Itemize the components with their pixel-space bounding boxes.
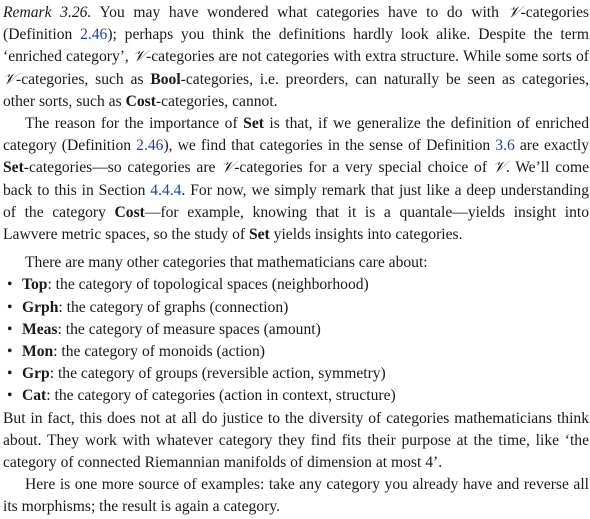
cost-category-name: Cost <box>125 92 156 110</box>
cost-category-name: Cost <box>114 203 145 221</box>
reason-text: . For now, we simply remark that just like a deep understanding of the category <box>3 181 589 221</box>
reason-text: . We’ll come back to this in Section <box>3 159 589 199</box>
list-item <box>7 363 589 385</box>
category-description: : the category of measure spaces (amount) <box>57 320 321 338</box>
category-list <box>3 274 589 407</box>
category-name: Meas <box>22 320 58 338</box>
bullet-icon: • <box>7 343 13 361</box>
reason-text: are exactly <box>514 137 590 155</box>
bullet-icon: • <box>7 387 13 405</box>
reason-text: ), we find that categories in the sense of Definition <box>163 137 496 155</box>
list-item <box>7 274 589 296</box>
category-description: : the category of topological spaces (neighborhood) <box>47 276 369 294</box>
bullet-icon: • <box>7 276 13 294</box>
remark-text: -categories, cannot. <box>155 92 278 110</box>
category-description: : the category of groups (reversible action, symmetry) <box>49 365 386 383</box>
remark-text: -categories are not categories with extra structure. While some sorts of <box>146 48 589 66</box>
list-item <box>7 341 589 363</box>
reason-text: —for example, knowing that it is a quantale—yields insight into Lawvere metric spaces, so the study of <box>3 203 590 244</box>
justice-paragraph: But in fact, this does not at all do justice to the diversity of categories mathematicians think about. They work with whatever category they find fits their purpose at the time, like ‘the category of connected Riemannian manifolds of dimension at most 4’. <box>3 409 589 472</box>
reason-text: The reason for the importance of <box>25 115 244 133</box>
remark-label: Remark 3.26. <box>3 4 92 21</box>
definition-link[interactable]: 3.6 <box>495 137 515 155</box>
category-description: : the category of graphs (connection) <box>58 298 289 316</box>
v-symbol: 𝒱 <box>133 48 147 66</box>
remark-text: -categories, i.e. preorders, can naturally be seen as categories, other sorts, such as <box>3 70 589 110</box>
bullet-icon: • <box>7 298 13 316</box>
bullet-icon: • <box>7 320 13 338</box>
category-name: Mon <box>22 343 54 361</box>
reason-text: -categories for a very special choice of <box>234 159 493 177</box>
bullet-icon: • <box>7 365 13 383</box>
remark-text: ); perhaps you think the definitions hardly look alike. Despite the term ‘enriched category’, <box>3 26 590 66</box>
v-symbol: 𝒱 <box>221 159 235 177</box>
category-name: Grp <box>22 365 50 383</box>
reason-text: yields insights into categories. <box>269 226 463 244</box>
bool-category-name: Bool <box>150 70 181 88</box>
reason-paragraph <box>3 113 589 246</box>
others-intro: There are many other categories that mathematicians care about: <box>25 254 428 272</box>
set-category-name: Set <box>3 159 24 177</box>
definition-link[interactable]: 2.46 <box>80 26 108 44</box>
reason-text: is that, if we generalize the definition of enriched category (Definition <box>3 115 589 155</box>
v-symbol: 𝒱 <box>3 70 16 88</box>
remark-paragraph <box>3 2 589 113</box>
list-item <box>7 297 589 319</box>
page-body <box>3 2 589 519</box>
category-name: Cat <box>22 387 47 405</box>
v-symbol: 𝒱 <box>507 4 521 21</box>
reason-text: -categories—so categories are <box>23 159 222 177</box>
remark-text: -categories, such as <box>16 70 151 88</box>
opposite-paragraph: Here is one more source of examples: take any category you already have and reverse all its morphisms; the result is again a category. <box>3 476 589 516</box>
v-symbol: 𝒱 <box>492 159 506 177</box>
category-name: Top <box>22 276 48 294</box>
set-category-name: Set <box>243 115 264 133</box>
set-category-name: Set <box>248 226 270 244</box>
section-link[interactable]: 4.4.4 <box>150 181 182 199</box>
category-description: : the category of monoids (action) <box>53 343 265 361</box>
remark-text: You may have wondered what categories have to do with <box>91 4 508 21</box>
list-item <box>7 385 589 407</box>
remark-text: -categories (Definition <box>3 4 589 44</box>
category-description: : the category of categories (action in context, structure) <box>46 387 396 405</box>
category-name: Grph <box>22 298 59 316</box>
definition-link[interactable]: 2.46 <box>136 137 164 155</box>
list-item <box>7 319 589 341</box>
